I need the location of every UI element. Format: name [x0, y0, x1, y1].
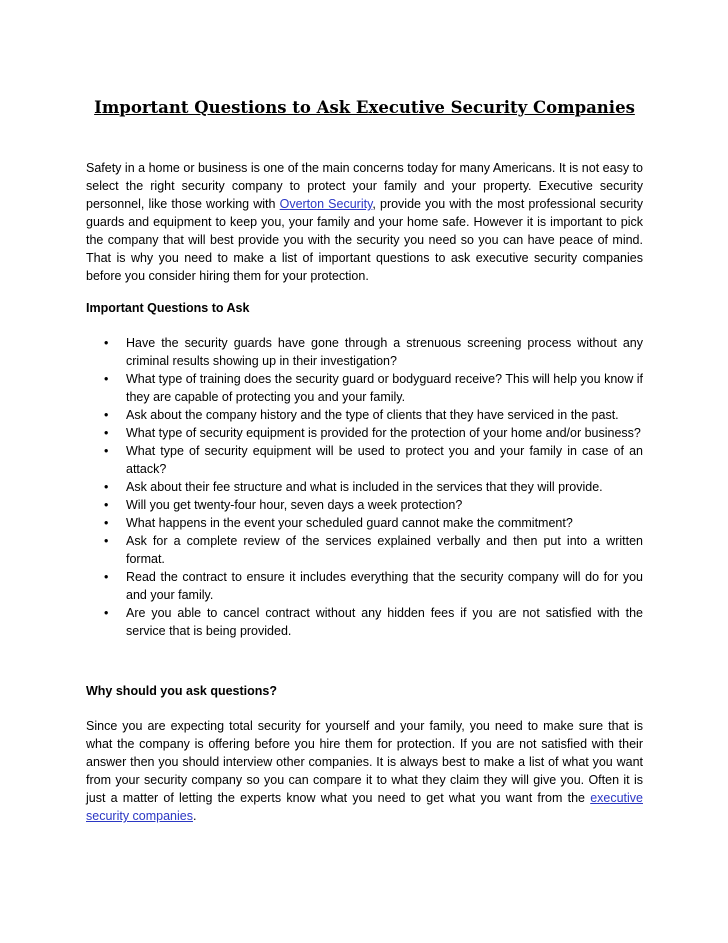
list-item: • Are you able to cancel contract without any hidden fees if you are not satisfied with the service that is being provided. — [104, 606, 643, 638]
bullet-icon: • — [104, 372, 109, 386]
bullet-icon: • — [104, 480, 109, 494]
questions-list — [86, 334, 643, 640]
bullet-icon: • — [104, 606, 109, 620]
bullet-icon: • — [104, 570, 109, 584]
list-item: • What type of training does the security guard or bodyguard receive? This will help you know if they are capable of protecting you and your family. — [104, 372, 643, 404]
bullet-icon: • — [104, 408, 109, 422]
overton-security-link[interactable]: Overton Security — [279, 197, 373, 211]
list-item: • Read the contract to ensure it includes everything that the security company will do for you and your family. — [104, 570, 643, 602]
list-item: • Ask about their fee structure and what is included in the services that they will provide. — [104, 480, 603, 494]
bullet-icon: • — [104, 336, 109, 350]
list-item: • Ask about the company history and the type of clients that they have serviced in the past. — [104, 408, 619, 422]
intro-paragraph — [86, 159, 643, 285]
list-item: • Have the security guards have gone through a strenuous screening process without any criminal results showing up in their investigation? — [104, 336, 643, 368]
list-item: • What type of security equipment is provided for the protection of your home and/or business? — [104, 426, 641, 440]
list-item: • What type of security equipment will be used to protect you and your family in case of an attack? — [104, 444, 643, 476]
page-title: Important Questions to Ask Executive Security Companies — [94, 98, 635, 117]
why-heading: Why should you ask questions? — [86, 684, 277, 698]
list-item: • What happens in the event your scheduled guard cannot make the commitment? — [104, 516, 573, 530]
bullet-icon: • — [104, 498, 109, 512]
list-item: • Ask for a complete review of the services explained verbally and then put into a written format. — [104, 534, 643, 566]
bullet-icon: • — [104, 444, 109, 458]
closing-text-start: Since you are expecting total security for yourself and your family, you need to make sure that is what the company is offering before you hire them for protection. If you are not satisfied with their answer then you should interview other companies. It is always best to make a list of what you want from your security company so you can compare it to what they claim they will give you. Often it is just a matter of letting the experts know what you need to get what you want from the — [86, 719, 643, 805]
list-item: • Will you get twenty-four hour, seven days a week protection? — [104, 498, 463, 512]
bullet-icon: • — [104, 534, 109, 548]
intro-text-end: , provide you with the most professional security guards and equipment to keep you, your family and your home safe. However it is important to pick the company that will best provide you with the security you need so you can have peace of mind. That is why you need to make a list of important questions to ask executive security companies before you consider hiring them for your protection. — [86, 197, 643, 283]
bullet-icon: • — [104, 426, 109, 440]
bullet-icon: • — [104, 516, 109, 530]
closing-paragraph — [86, 717, 643, 825]
intro-text-start: Safety in a home or business is one of the main concerns today for many Americans. It is not easy to select the right security company to protect your family and your property. Executive security personnel, like those working with — [86, 161, 643, 211]
executive-security-companies-link[interactable]: executive security companies — [86, 791, 643, 823]
closing-text-end: . — [193, 809, 197, 823]
questions-heading: Important Questions to Ask — [86, 301, 250, 315]
